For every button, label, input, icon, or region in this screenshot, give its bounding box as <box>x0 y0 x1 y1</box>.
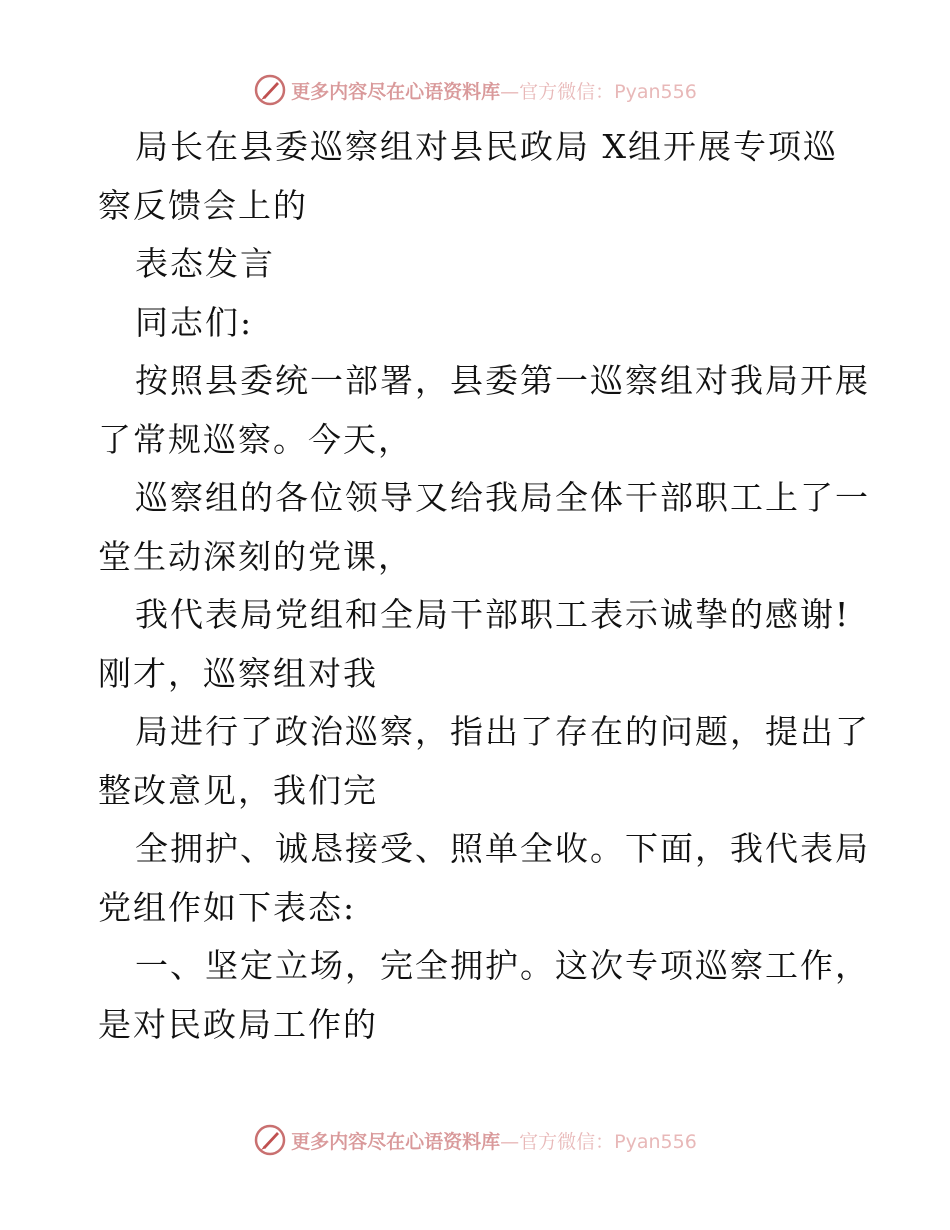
doc-paragraph-line: 了常规巡察。今天， <box>98 419 413 459</box>
doc-paragraph-line: 堂生动深刻的党课， <box>98 536 413 576</box>
document-body <box>98 118 870 1054</box>
watermark-text <box>291 1127 697 1154</box>
doc-paragraph-line: 是对民政局工作的 <box>98 1004 378 1044</box>
quill-pen-icon <box>253 1123 287 1157</box>
watermark-text-part2: —官方微信：Pyan556 <box>500 1130 697 1153</box>
doc-title-line-3: 表态发言 <box>135 244 275 283</box>
doc-title-line-1: 局长在县委巡察组对县民政局 X组开展专项巡 <box>135 127 838 166</box>
doc-paragraph-line: 党组作如下表态: <box>98 887 357 927</box>
doc-paragraph-line: 刚才，巡察组对我 <box>98 653 378 693</box>
watermark-text-part1: 更多内容尽在心语资料库 <box>291 80 501 103</box>
watermark-text-part1: 更多内容尽在心语资料库 <box>291 1130 501 1153</box>
doc-paragraph-line: 全拥护、诚恳接受、照单全收。下面，我代表局 <box>135 829 870 868</box>
doc-paragraph-line: 我代表局党组和全局干部职工表示诚挚的感谢! <box>135 595 851 634</box>
quill-pen-icon <box>253 73 287 107</box>
doc-paragraph-line: 巡察组的各位领导又给我局全体干部职工上了一 <box>135 478 870 517</box>
header-watermark <box>0 70 950 110</box>
watermark-text <box>291 77 697 104</box>
watermark-text-part2: —官方微信：Pyan556 <box>500 80 697 103</box>
doc-title-line-2: 察反馈会上的 <box>98 185 308 225</box>
doc-paragraph-line: 按照县委统一部署，县委第一巡察组对我局开展 <box>135 361 870 400</box>
doc-paragraph-line: 局进行了政治巡察，指出了存在的问题，提出了 <box>135 712 870 751</box>
footer-watermark <box>0 1120 950 1160</box>
doc-paragraph-line: 一、坚定立场，完全拥护。这次专项巡察工作， <box>135 946 870 985</box>
doc-paragraph-line: 整改意见，我们完 <box>98 770 378 810</box>
doc-salutation: 同志们: <box>135 302 254 342</box>
